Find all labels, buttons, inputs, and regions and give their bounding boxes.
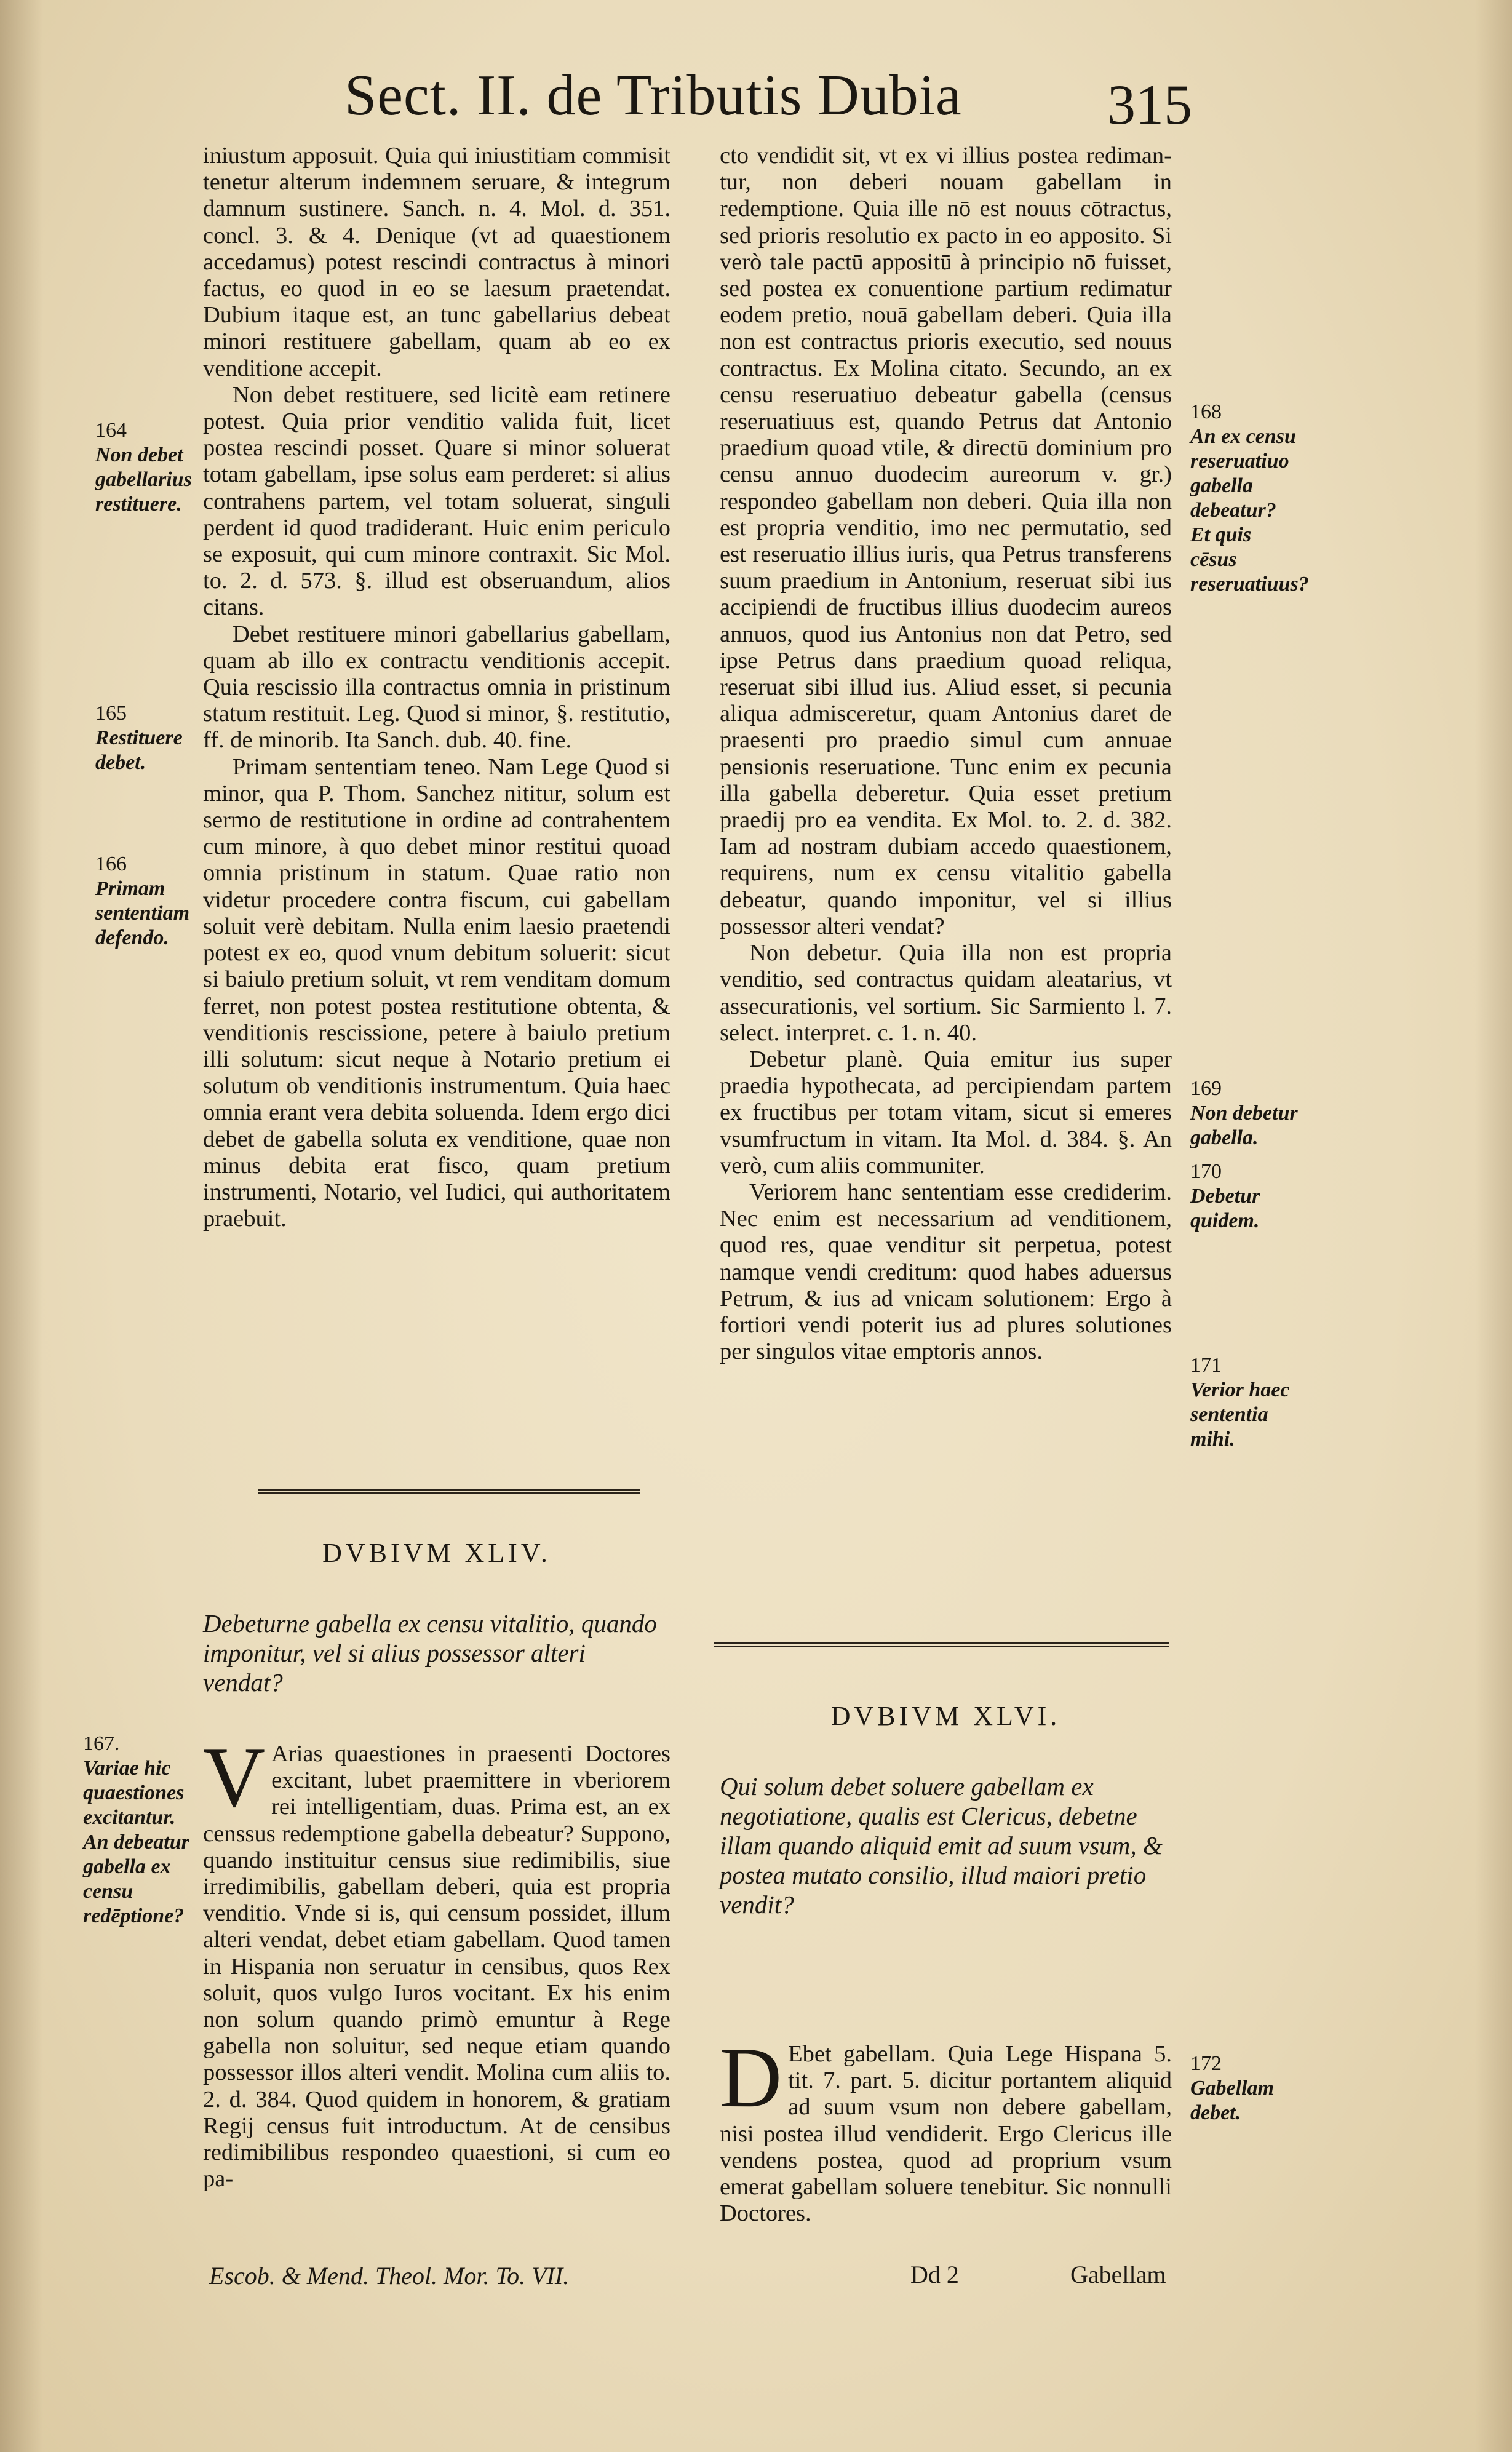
page-number: 315 [1107,73,1192,136]
right-text-top: cto vendidit sit, vt ex vi illius postea rediman-tur, non deberi nouam gabellam in redemptione. Quia ille nō est nouus cōtractus, sed prioris resolutio ex pacto in eo apposito. Si verò tale pactū appositū à principio nō fuisset, sed postea ex conuentione partium redimatur eodem pretio, nouā gabellam deberi. Quia illa non est contractus prioris executio, sed nouus contractus. Ex Molina citato. Secundo, an ex censu reseruatiuo debeatur gabella (census reseruatiuus est, quando Petrus dat Antonio praedium quoad vtile, & directū dominium pro censu annuo duodecim aureorum v. gr.) respondeo gabellam non deberi. Quia illa non est propria venditio, imo nec permutatio, sed est reseruatio illius iuris, qua Petrus transferens suum praedium in Antonium, reseruat sibi ius accipiendi de fructibus illius duodecim aureos annuos, quod ius Antonius non dat Petro, sed ipse Petrus dans praedium quoad reliqua, reseruat sibi illud ius. Aliud esset, si pecunia aliqua admisceretur, quam Antonius daret de praesenti pro praedio simul cum annuae pensionis reseruatione. Tunc enim ex pecunia illa gabella deberetur. Quia esset pretium praedij pro ea vendita. Ex Mol. to. 2. d. 382. Iam ad nostram dubiam accedo quaestionem, requirens, num ex censu vitalitio gabella debeatur, quando imponitur, vel si illius possessor alteri vendat? [720,143,1172,939]
dubium-44-title: DVBIVM XLIV. [322,1538,551,1568]
margin-note-164: 164 Non debet gabellarius restituere. [95,419,192,515]
section-rule-left [258,1489,640,1494]
margin-note-168: 168 An ex censu reseruatiuo gabella debeatur? Et quis cēsus reseruatiuus? [1190,400,1309,595]
right-column [720,143,1172,1365]
paragraph-166: Primam sententiam teneo. Nam Lege Quod si minor, qua P. Thom. Sanchez nititur, solum est sermo de restitutione in ordine ad contrahentem cum minore, à quo debet minor restitui quoad omnia pristinum in statum. Quae ratio non videtur procedere contra fiscum, cui gabellam soluit verè debitam. Nulla enim laesio praetendi potest ex eo, quod vnum debitum soluerit: sicut si baiulo pretium soluit, vt rem venditam domum ferret, non potest postea restitutione obtenta, & venditionis rescissione, petere à baiulo pretium illi solutum: sicut neque à Notario pretium ei solutum ob venditionis instrumentum. Quia haec omnia erant vera debita soluenda. Idem ergo dici debet de gabella soluta ex venditione, quae non minus debita erat fisco, quam pretium instrumenti, Notario, vel Iudici, qui authoritatem praebuit. [203,754,670,1232]
dropcap-d: D [720,2030,782,2125]
margin-note-172: 172 Gabellam debet. [1190,2052,1274,2124]
paragraph-169: Non debetur. Quia illa non est propria venditio, sed contractus quidam aleatarius, vt assecurationis, vel sortium. Sic Sarmiento l. 7. select. interpret. c. 1. n. 40. [720,940,1172,1046]
paragraph-172: Ebet gabellam. Quia Lege Hispana 5. tit. 7. part. 5. dicitur portantem aliquid ad suum vsum non debere gabellam, nisi postea illud vendiderit. Ergo Clericus ille vendens postea, quod ad proprium vsum emerat gabellam soluere tenebitur. Sic nonnulli Doctores. [720,2041,1172,2227]
left-column [203,143,670,1232]
dubium-46-title: DVBIVM XLVI. [830,1701,1061,1731]
left-footer-citation: Escob. & Mend. Theol. Mor. To. VII. [209,2262,570,2290]
margin-note-171: 171 Verior haec sententia mihi. [1190,1354,1290,1451]
paragraph-164: Non debet restituere, sed licitè eam retinere potest. Quia prior venditio valida fuit, licet postea rescindi posset. Quare si minor soluerat totam gabellam, ipse solus eam perderet: si alius contrahens partem, vel totam soluerat, singuli perdent id quod tradiderant. Huic enim periculo se exposuit, qui cum minore contraxit. Sic Mol. to. 2. d. 573. §. illud est obseruandum, alios citans. [203,381,670,621]
margin-note-165: 165 Restituere debet. [95,702,183,774]
spine-shadow [0,0,43,2452]
dubium-46-question: Qui solum debet soluere gabellam ex negotiatione, qualis est Clericus, debetne illam quando aliquid emit ad suum vsum, & postea mutato consilio, illud maiori pretio vendit? [720,1772,1163,1919]
right-column-lower [720,2030,1172,2227]
paragraph-165: Debet restituere minori gabellarius gabellam, quam ab illo ex contractu venditionis accepit. Quia rescissio illa contractus omnia in pristinum statum restituit. Leg. Quod si minor, §. restitutio, ff. de minorib. Ita Sanch. dub. 40. fine. [203,621,670,754]
paragraph-170: Debetur planè. Quia emitur ius super praedia hypothecata, ad percipiendam partem ex fructibus per totam vitam, sicut si emeres vsumfructum in vitam. Ita Mol. d. 384. §. An verò, cum aliis communiter. [720,1046,1172,1179]
margin-note-167: 167. Variae hic quaestiones excitantur. An debeatur gabella ex censu redēptione? [83,1732,189,1927]
edge-shadow [1475,0,1512,2452]
dubium-44-question: Debeturne gabella ex censu vitalitio, quando imponitur, vel si alius possessor alteri vendat? [203,1609,657,1697]
margin-note-170: 170 Debetur quidem. [1190,1160,1260,1232]
catchword: Gabellam [1070,2261,1166,2288]
left-column-lower [203,1730,670,2192]
paragraph-171: Veriorem hanc sententiam esse crediderim. Nec enim est necessarium ad venditionem, quod res, quae venditur sit perpetua, potest namque vendi creditum: quod habes aduersus Petrum, & ius ad vnicam solutionem: Ergo à fortiori vendi poterit ius ad plures solutiones per singulos vitae emptoris annos. [720,1179,1172,1365]
running-head: Sect. II. de Tributis Dubia [344,63,962,127]
section-rule-right [714,1642,1169,1647]
dropcap-v: V [203,1730,266,1825]
signature-mark: Dd 2 [910,2261,959,2288]
margin-note-169: 169 Non debetur gabella. [1190,1077,1298,1149]
margin-note-166: 166 Primam sententiam defendo. [95,853,190,949]
left-text-top: iniustum apposuit. Quia qui iniustitiam commisit tenetur alterum indemnem seruare, & integrum damnum sustinere. Sanch. n. 4. Mol. d. 351. concl. 3. & 4. Denique (vt ad quaestionem accedamus) potest rescindi contractus à minori factus, eo quod in eo se laesum praetendat. Dubium itaque est, an tunc gabellarius debeat minori restituere gabellam, quam ab eo ex venditione accepit. [203,143,670,381]
paragraph-167: Arias quaestiones in praesenti Doctores excitant, lubet praemittere in vberiorem rei intelligentiam, duas. Prima est, an ex censsus redemptione gabella debeatur? Suppono, quando instituitur census siue redimibilis, siue irredimibilis, gabellam deberi, quia est propria venditio. Vnde si is, qui censum possidet, illum alteri vendat, debet etiam gabellam. Quod tamen in Hispania non seruatur in censibus, quos Rex soluit, quos vulgo Iuros vocitant. Ex his enim non solum quando primò emuntur à Rege gabella non soluitur, sed neque etiam quando possessor illos alteri vendit. Molina cum aliis to. 2. d. 384. Quod quidem in honorem, & gratiam Regij census fuit introductum. At de censibus redimibilibus respondeo quaestioni, si cum eo pa- [203,1741,670,2192]
